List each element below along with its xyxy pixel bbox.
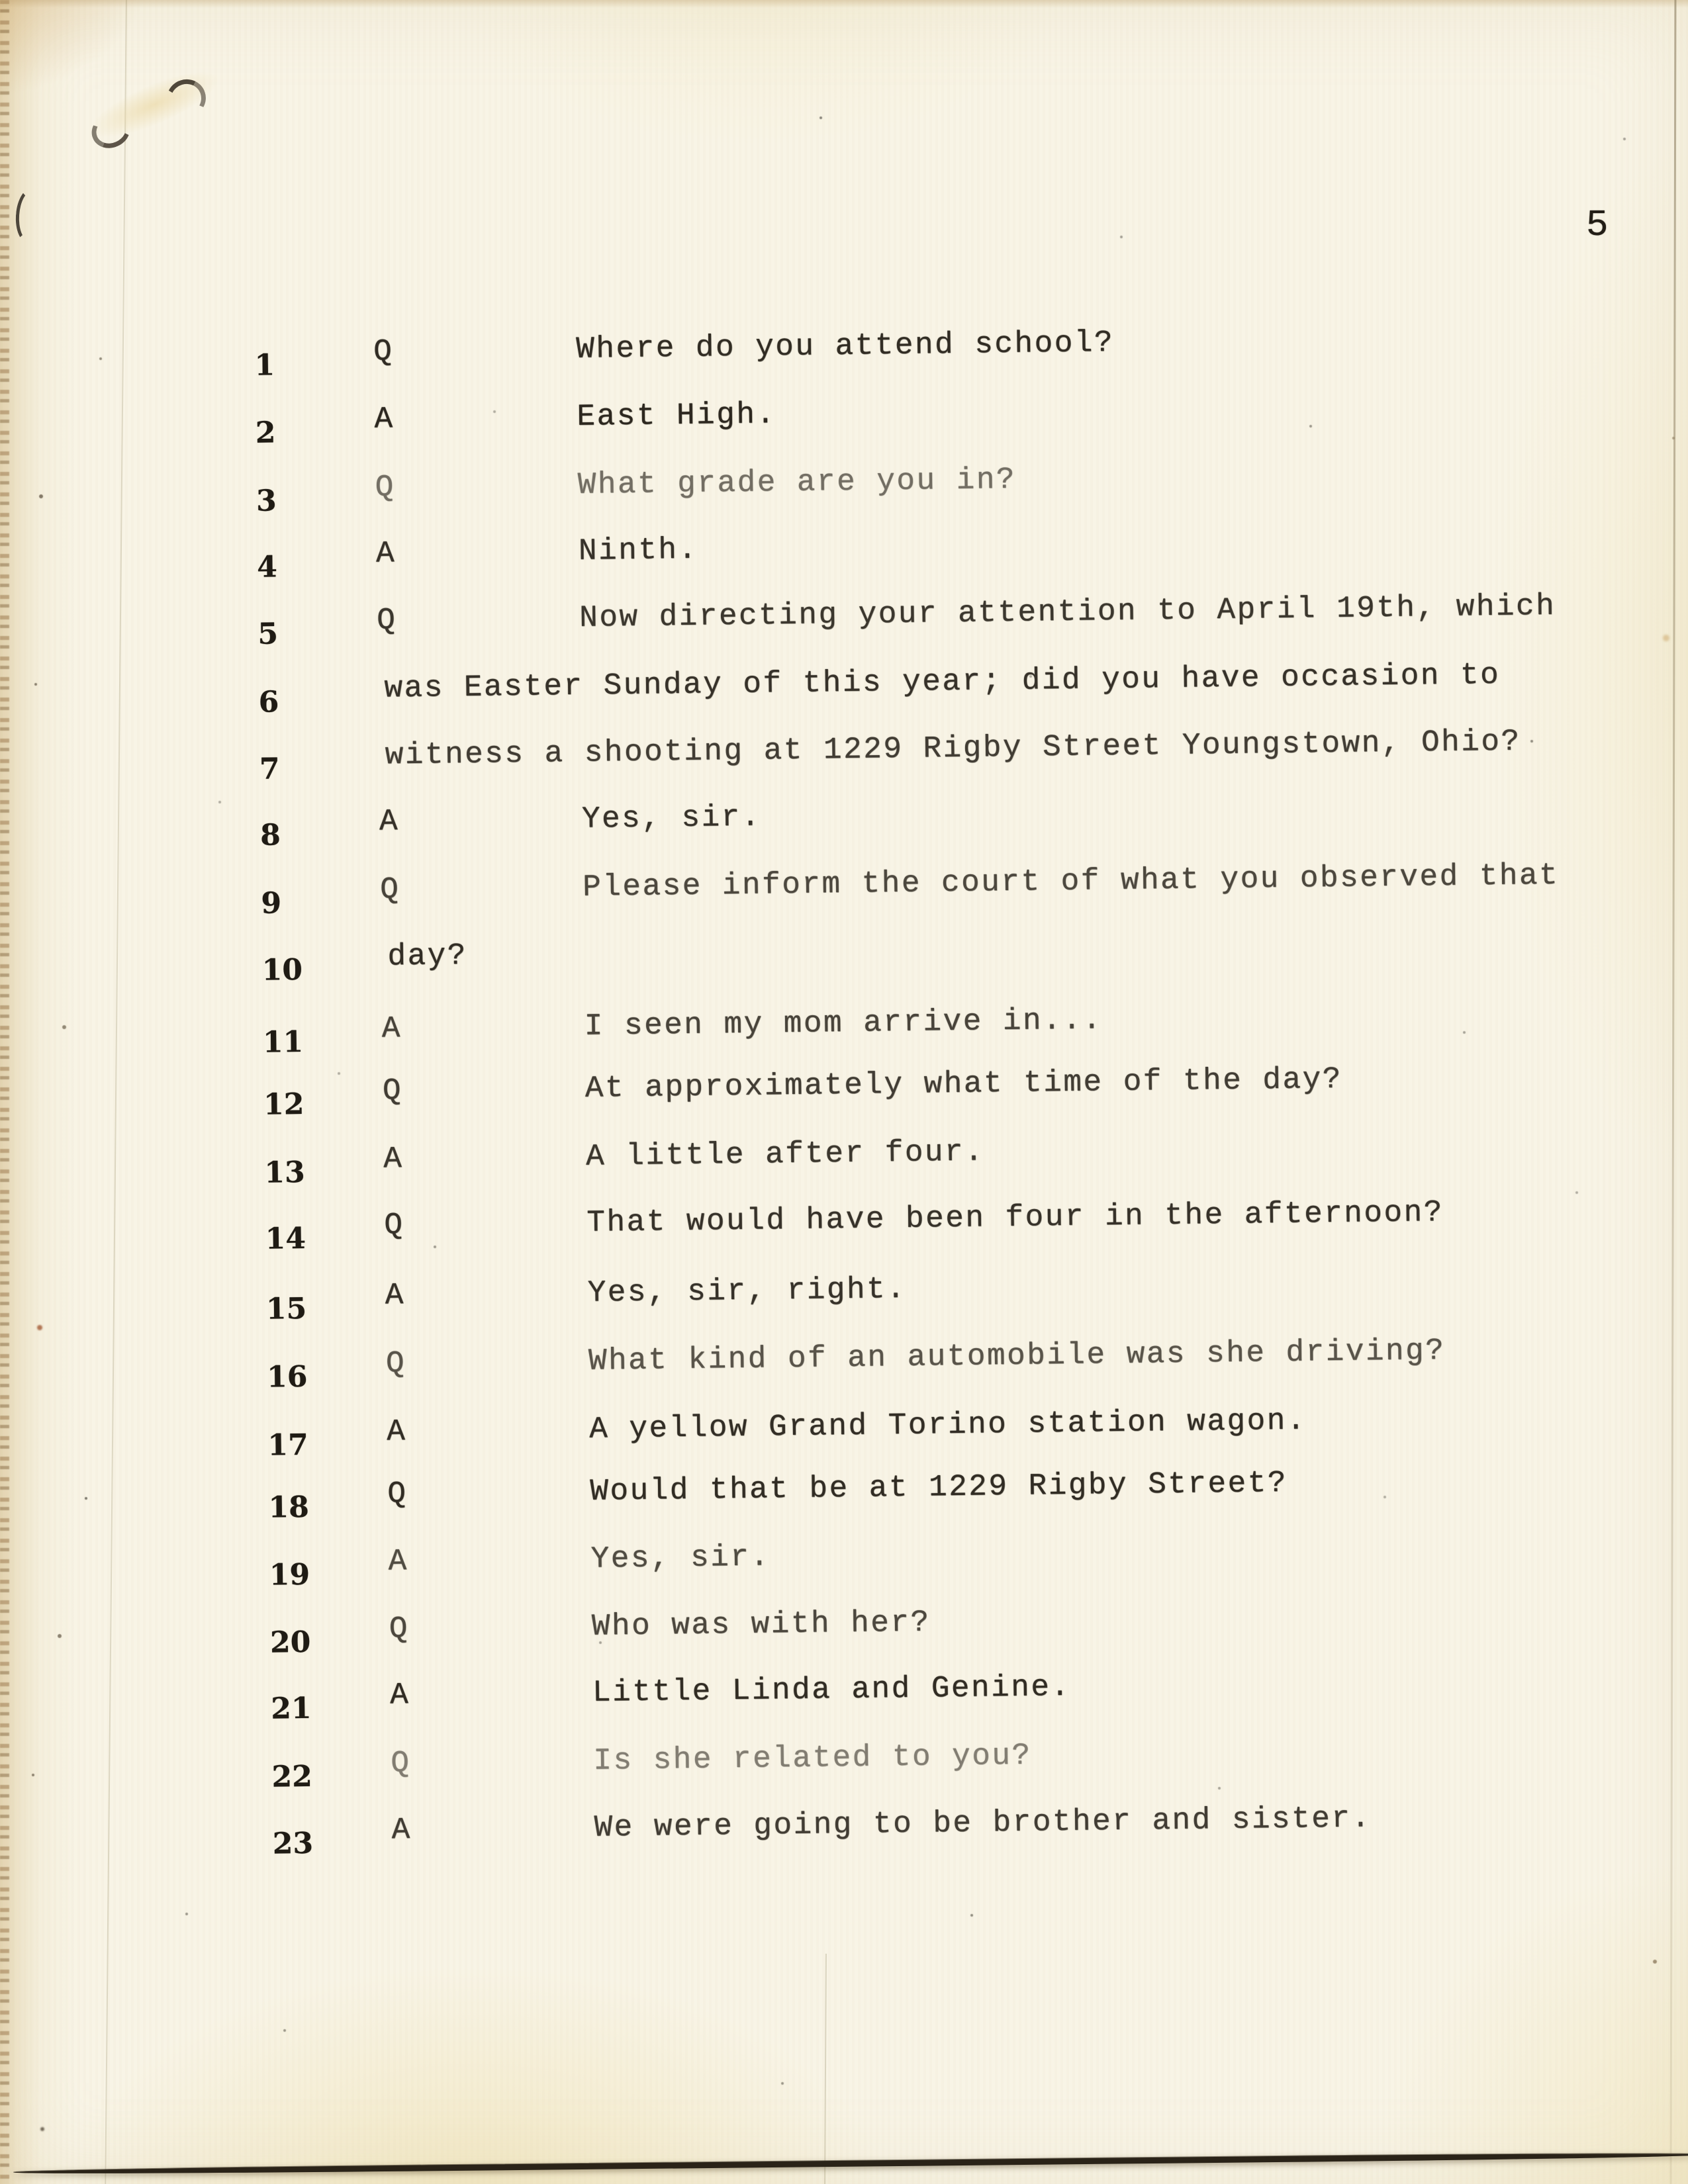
transcript-row bbox=[0, 585, 1683, 659]
line-number: 8 bbox=[259, 818, 281, 852]
speaker-label: Q bbox=[389, 1612, 410, 1647]
speaker-label: Q bbox=[382, 1073, 403, 1109]
line-number: 14 bbox=[265, 1221, 306, 1256]
line-number: 6 bbox=[258, 685, 279, 719]
transcript-row bbox=[0, 1056, 1688, 1129]
speaker-label: Q bbox=[387, 1477, 408, 1512]
line-text: What grade are you in? bbox=[577, 462, 1017, 502]
paper-specks bbox=[0, 0, 3, 3]
transcript-row bbox=[3, 1328, 1688, 1402]
line-text: Would that be at 1229 Rigby Street? bbox=[590, 1465, 1288, 1509]
line-text: What kind of an automobile was she driving? bbox=[588, 1333, 1446, 1379]
speaker-label: A bbox=[383, 1142, 404, 1177]
line-number: 23 bbox=[272, 1826, 314, 1861]
transcript-row bbox=[0, 317, 1679, 390]
transcript-row bbox=[0, 385, 1680, 458]
line-number: 17 bbox=[267, 1428, 309, 1463]
line-text: day? bbox=[387, 938, 468, 974]
speaker-label: Q bbox=[385, 1346, 406, 1381]
line-text: Now directing your attention to April 19th, which bbox=[579, 588, 1556, 635]
speaker-label: A bbox=[374, 402, 395, 437]
line-text: Ninth. bbox=[578, 532, 698, 569]
speaker-label: A bbox=[379, 804, 400, 839]
line-text: witness a shooting at 1229 Rigby Street Youngstown, Ohio? bbox=[385, 724, 1521, 773]
line-text: East High. bbox=[577, 397, 776, 434]
speaker-label: A bbox=[386, 1414, 407, 1449]
speaker-label: Q bbox=[375, 470, 396, 505]
line-number: 13 bbox=[264, 1155, 305, 1190]
line-text: Who was with her? bbox=[591, 1605, 931, 1644]
transcript-row bbox=[0, 518, 1681, 592]
transcript-row bbox=[7, 1660, 1688, 1733]
line-text: Yes, sir. bbox=[590, 1539, 771, 1576]
speaker-label: A bbox=[381, 1011, 402, 1046]
page-number: 5 bbox=[1586, 204, 1609, 246]
line-number: 12 bbox=[263, 1087, 305, 1122]
transcript-row bbox=[2, 1260, 1688, 1334]
transcript-row bbox=[0, 921, 1687, 995]
line-text: was Easter Sunday of this year; did you have occasion to bbox=[384, 657, 1501, 706]
speaker-label: A bbox=[385, 1278, 406, 1313]
transcript-row bbox=[5, 1459, 1688, 1532]
line-text: Little Linda and Genine. bbox=[592, 1669, 1071, 1710]
transcript-row bbox=[0, 653, 1683, 727]
line-text: I seen my mom arrive in... bbox=[584, 1003, 1103, 1044]
transcript-row bbox=[0, 786, 1685, 860]
transcript-row bbox=[1, 1124, 1688, 1197]
transcript-row bbox=[7, 1594, 1688, 1667]
line-text: At approximately what time of the day? bbox=[585, 1062, 1343, 1106]
transcript-row bbox=[4, 1396, 1688, 1470]
line-text: A little after four. bbox=[585, 1134, 985, 1174]
line-number: 20 bbox=[269, 1625, 311, 1660]
line-number: 4 bbox=[256, 550, 278, 584]
speaker-label: Q bbox=[376, 603, 397, 638]
line-text: That would have been four in the afternoon? bbox=[586, 1195, 1444, 1240]
speaker-label: Q bbox=[384, 1208, 404, 1243]
line-number: 7 bbox=[259, 752, 280, 786]
speaker-label: Q bbox=[373, 334, 394, 369]
speaker-label: A bbox=[388, 1544, 409, 1579]
line-text: Yes, sir. bbox=[581, 799, 762, 837]
line-number: 16 bbox=[266, 1359, 308, 1394]
transcript-row bbox=[0, 452, 1681, 525]
speaker-label: A bbox=[375, 536, 397, 571]
line-number: 9 bbox=[261, 886, 282, 921]
speaker-label: Q bbox=[391, 1746, 411, 1781]
speaker-label: Q bbox=[379, 872, 400, 907]
speaker-label: A bbox=[389, 1678, 410, 1713]
speaker-label: A bbox=[391, 1813, 412, 1848]
transcript-row bbox=[9, 1795, 1688, 1868]
transcript-row bbox=[8, 1728, 1688, 1801]
line-number: 1 bbox=[254, 348, 275, 383]
line-text: A yellow Grand Torino station wagon. bbox=[588, 1403, 1307, 1447]
transcript-row bbox=[0, 720, 1684, 794]
line-text: Please inform the court of what you observed that bbox=[582, 858, 1560, 905]
line-number: 5 bbox=[258, 617, 279, 651]
line-number: 21 bbox=[271, 1691, 312, 1726]
line-number: 10 bbox=[261, 952, 303, 987]
transcript-row bbox=[1, 1190, 1688, 1263]
line-number: 11 bbox=[262, 1024, 304, 1060]
line-text: We were going to be brother and sister. bbox=[594, 1801, 1372, 1845]
line-number: 2 bbox=[255, 416, 276, 450]
line-text: Is she related to you? bbox=[593, 1738, 1032, 1778]
line-number: 18 bbox=[268, 1490, 310, 1525]
transcript-row bbox=[0, 993, 1687, 1067]
line-number: 22 bbox=[271, 1759, 313, 1794]
line-text: Yes, sir, right. bbox=[587, 1271, 907, 1310]
line-text: Where do you attend school? bbox=[575, 325, 1115, 367]
line-number: 19 bbox=[269, 1557, 310, 1592]
line-number: 15 bbox=[265, 1291, 307, 1326]
transcript-row bbox=[0, 854, 1686, 928]
line-number: 3 bbox=[256, 484, 277, 518]
transcript-row bbox=[5, 1526, 1688, 1600]
